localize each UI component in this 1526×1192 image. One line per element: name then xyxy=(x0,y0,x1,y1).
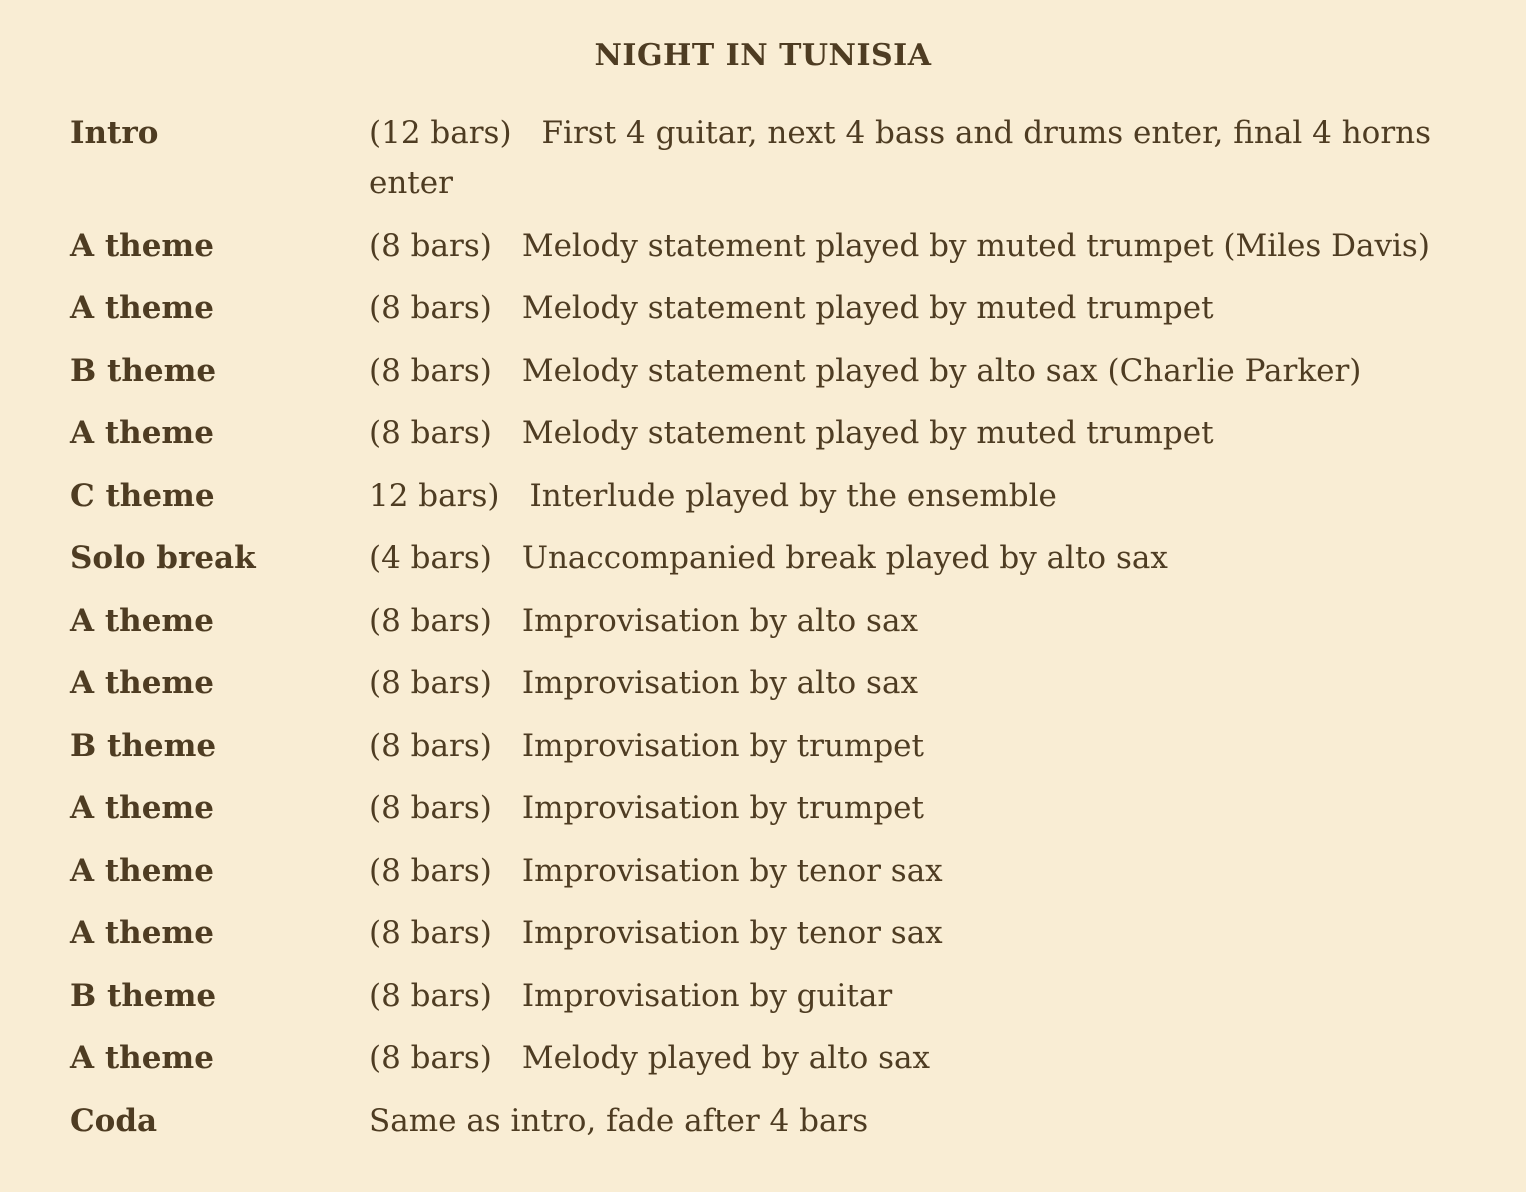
bar-count: (8 bars) xyxy=(369,602,492,639)
bar-count: (8 bars) xyxy=(369,727,492,764)
list-item xyxy=(70,908,1490,958)
section-detail xyxy=(369,1096,1490,1146)
section-description: Melody statement played by muted trumpet xyxy=(521,290,1214,326)
section-description: Melody statement played by alto sax (Charlie Parker) xyxy=(521,352,1362,389)
bar-count: 12 bars) xyxy=(369,477,500,514)
list-item xyxy=(70,108,1490,208)
bar-count: (8 bars) xyxy=(369,1040,492,1076)
section-description: Improvisation by trumpet xyxy=(521,790,924,826)
section-detail xyxy=(369,908,1490,958)
section-description: Improvisation by trumpet xyxy=(521,727,924,764)
section-detail xyxy=(369,721,1490,771)
section-detail xyxy=(369,108,1490,208)
list-item xyxy=(70,846,1490,896)
section-label: A theme xyxy=(70,602,214,639)
section-label: A theme xyxy=(70,415,214,451)
list-item xyxy=(70,971,1490,1021)
section-detail xyxy=(369,1033,1490,1083)
list-item xyxy=(70,596,1490,646)
section-detail xyxy=(369,971,1490,1021)
section-detail xyxy=(369,533,1490,583)
section-detail xyxy=(369,658,1490,708)
list-item xyxy=(70,471,1490,521)
list-item xyxy=(70,721,1490,771)
bar-count: (8 bars) xyxy=(369,915,492,951)
section-label: Coda xyxy=(70,1102,158,1139)
list-item xyxy=(70,408,1490,458)
form-chart-list xyxy=(70,108,1490,1158)
bar-count: (8 bars) xyxy=(369,790,492,826)
section-description: Improvisation by tenor sax xyxy=(521,915,943,951)
bar-count: (8 bars) xyxy=(369,227,492,264)
section-description: Same as intro, fade after 4 bars xyxy=(369,1102,869,1139)
section-description: Melody played by alto sax xyxy=(521,1040,930,1076)
list-item xyxy=(70,783,1490,833)
section-detail xyxy=(369,846,1490,896)
bar-count: (8 bars) xyxy=(369,415,492,451)
section-description: Improvisation by guitar xyxy=(521,977,893,1014)
bar-count: (4 bars) xyxy=(369,540,492,576)
section-detail xyxy=(369,221,1490,271)
section-description: Melody statement played by muted trumpet xyxy=(521,415,1214,451)
section-description: Unaccompanied break played by alto sax xyxy=(521,540,1168,576)
bar-count: (8 bars) xyxy=(369,852,492,889)
list-item xyxy=(70,346,1490,396)
section-label: B theme xyxy=(70,727,217,764)
list-item xyxy=(70,221,1490,271)
section-label: A theme xyxy=(70,852,214,889)
section-label: B theme xyxy=(70,352,217,389)
section-label: C theme xyxy=(70,477,215,514)
section-label: B theme xyxy=(70,977,217,1014)
section-detail xyxy=(369,596,1490,646)
bar-count: (8 bars) xyxy=(369,977,492,1014)
section-description: First 4 guitar, next 4 bass and drums enter, final 4 horns enter xyxy=(369,115,1432,201)
section-description: Melody statement played by muted trumpet (Miles Davis) xyxy=(521,227,1430,264)
list-item xyxy=(70,283,1490,333)
bar-count: (8 bars) xyxy=(369,352,492,389)
section-label: A theme xyxy=(70,665,214,701)
list-item xyxy=(70,1033,1490,1083)
section-label: Intro xyxy=(70,115,159,151)
list-item xyxy=(70,658,1490,708)
list-item xyxy=(70,1096,1490,1146)
section-label: A theme xyxy=(70,1040,214,1076)
section-label: A theme xyxy=(70,790,214,826)
section-description: Improvisation by tenor sax xyxy=(521,852,943,889)
section-detail xyxy=(369,471,1490,521)
section-description: Improvisation by alto sax xyxy=(521,665,918,701)
bar-count: (8 bars) xyxy=(369,290,492,326)
section-detail xyxy=(369,783,1490,833)
section-detail xyxy=(369,346,1490,396)
section-detail xyxy=(369,408,1490,458)
page-title: NIGHT IN TUNISIA xyxy=(594,38,932,73)
section-description: Improvisation by alto sax xyxy=(521,602,918,639)
section-detail xyxy=(369,283,1490,333)
section-description: Interlude played by the ensemble xyxy=(529,477,1057,514)
section-label: Solo break xyxy=(70,540,256,576)
bar-count: (8 bars) xyxy=(369,665,492,701)
bar-count: (12 bars) xyxy=(369,115,512,151)
section-label: A theme xyxy=(70,290,214,326)
section-label: A theme xyxy=(70,227,214,264)
section-label: A theme xyxy=(70,915,214,951)
list-item xyxy=(70,533,1490,583)
